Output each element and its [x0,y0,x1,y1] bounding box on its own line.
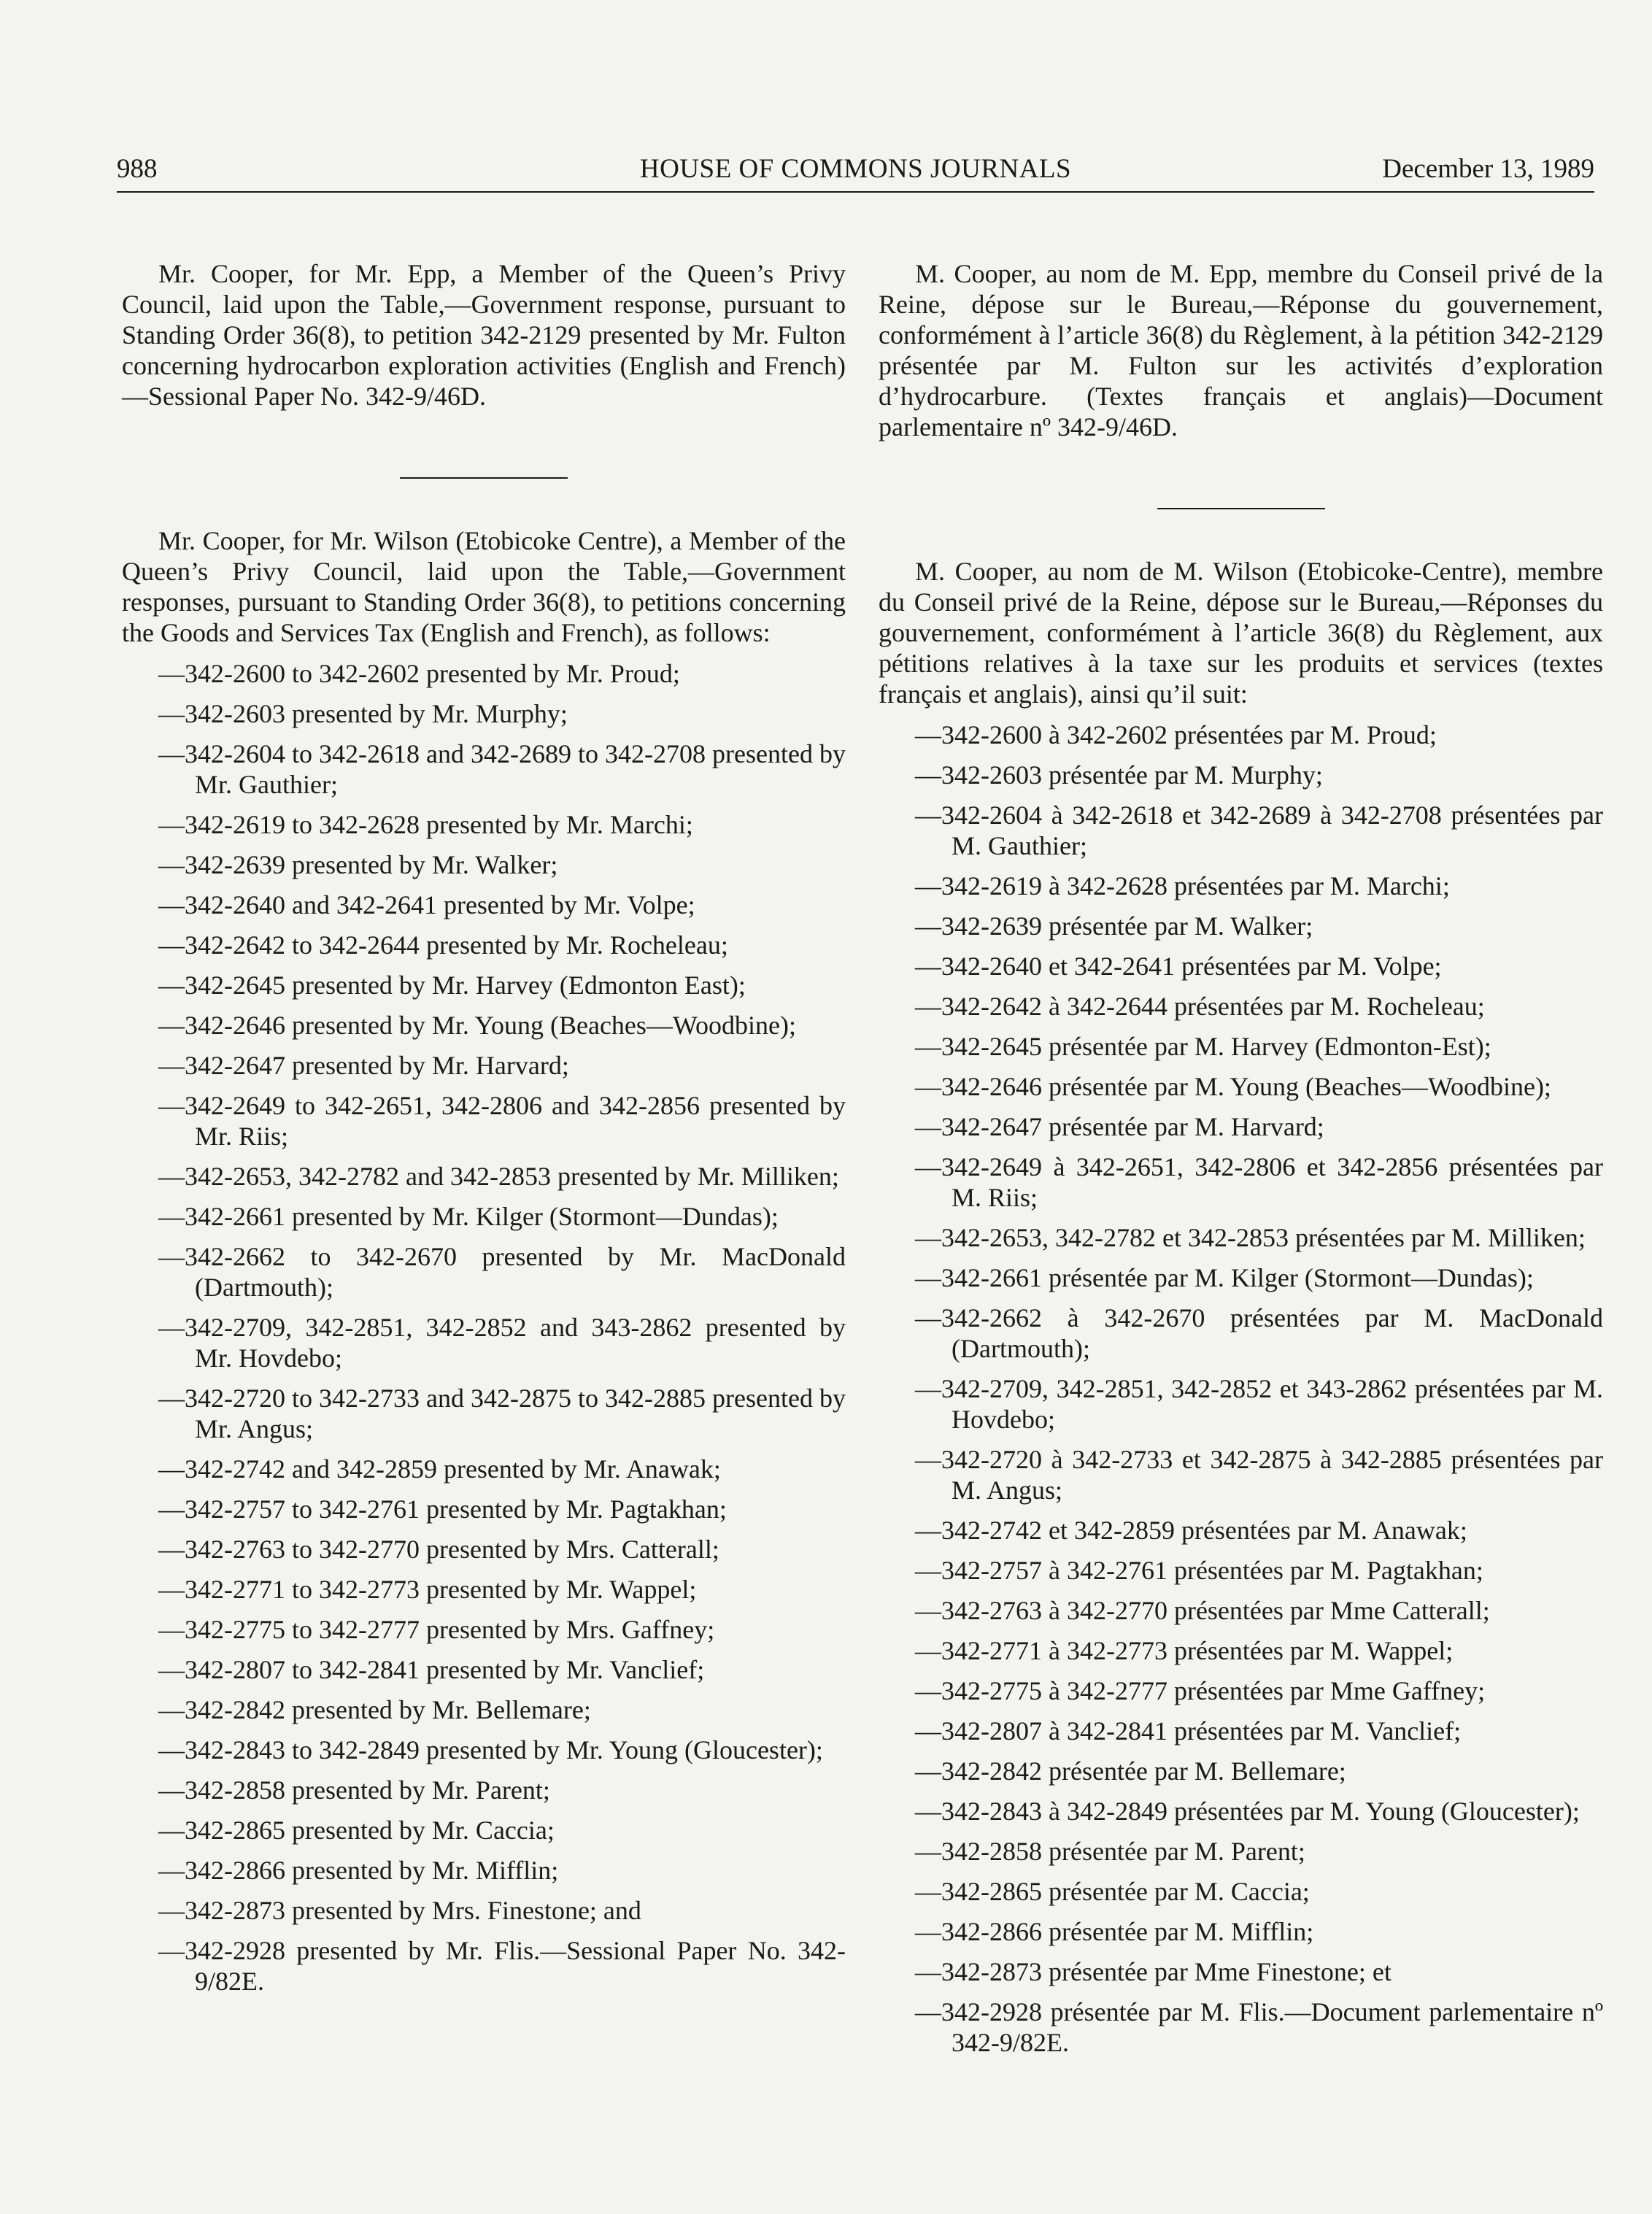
petition-item: —342-2720 to 342-2733 and 342-2875 to 342-2885 presented by Mr. Angus; [158,1384,846,1443]
petition-item: —342-2600 to 342-2602 presented by Mr. Proud; [158,659,680,688]
petition-item: —342-2662 à 342-2670 présentées par M. MacDonald (Dartmouth); [915,1303,1603,1363]
petition-item: —342-2640 et 342-2641 présentées par M. Volpe; [915,952,1442,981]
petition-item: —342-2600 à 342-2602 présentées par M. Proud; [915,720,1437,749]
petition-item: —342-2653, 342-2782 et 342-2853 présentées par M. Milliken; [915,1223,1586,1252]
petition-item: —342-2604 à 342-2618 et 342-2689 à 342-2708 présentées par M. Gauthier; [915,801,1603,860]
petition-item: —342-2647 présentée par M. Harvard; [915,1112,1324,1141]
petition-item: —342-2639 présentée par M. Walker; [915,911,1313,941]
page-number: 988 [117,154,158,184]
section-separator [400,477,568,479]
petition-item: —342-2873 présentée par Mme Finestone; et [915,1957,1392,1986]
petition-item: —342-2709, 342-2851, 342-2852 et 343-2862 présentées par M. Hovdebo; [915,1374,1603,1434]
petition-item: —342-2763 to 342-2770 presented by Mrs. Catterall; [158,1535,719,1564]
petition-item: —342-2661 présentée par M. Kilger (Stormont—Dundas); [915,1263,1534,1292]
petition-item: —342-2866 présentée par M. Mifflin; [915,1917,1314,1946]
petition-item: —342-2771 to 342-2773 presented by Mr. Wappel; [158,1575,697,1604]
petition-item: —342-2757 à 342-2761 présentées par M. Pagtakhan; [915,1556,1483,1585]
petition-item: —342-2653, 342-2782 and 342-2853 presented by Mr. Milliken; [158,1162,839,1191]
petition-item: —342-2661 presented by Mr. Kilger (Stormont—Dundas); [158,1202,779,1231]
petition-item: —342-2645 présentée par M. Harvey (Edmonton-Est); [915,1032,1491,1061]
petition-item: —342-2647 presented by Mr. Harvard; [158,1051,569,1080]
petition-item: —342-2709, 342-2851, 342-2852 and 343-2862 presented by Mr. Hovdebo; [158,1313,846,1373]
section-separator [1157,508,1325,509]
petition-item: —342-2603 presented by Mr. Murphy; [158,699,568,728]
french-paragraph-wilson-responses: M. Cooper, au nom de M. Wilson (Etobicoke-Centre), membre du Conseil privé de la Reine, dépose sur le Bureau,—Réponses du gouvernement, conformément à l’article 36(8) du Règlement, aux pétitions relatives à la taxe sur les produits et services (textes français et anglais), ainsi qu’il suit: [879,557,1603,709]
petition-item: —342-2603 présentée par M. Murphy; [915,760,1323,790]
petition-item: —342-2742 and 342-2859 presented by Mr. Anawak; [158,1454,721,1484]
petition-item: —342-2843 to 342-2849 presented by Mr. Young (Gloucester); [158,1735,823,1764]
petition-item: —342-2642 to 342-2644 presented by Mr. Rocheleau; [158,930,728,960]
petition-item: —342-2646 presented by Mr. Young (Beaches—Woodbine); [158,1011,796,1040]
petition-item: —342-2649 à 342-2651, 342-2806 et 342-2856 présentées par M. Riis; [915,1152,1603,1212]
petition-item: —342-2640 and 342-2641 presented by Mr. Volpe; [158,890,695,919]
petition-item: —342-2928 presented by Mr. Flis.—Sessional Paper No. 342-9/82E. [158,1936,846,1996]
petition-item: —342-2775 to 342-2777 presented by Mrs. Gaffney; [158,1615,715,1644]
petition-item: —342-2807 à 342-2841 présentées par M. Vanclief; [915,1716,1462,1746]
petition-item: —342-2866 presented by Mr. Mifflin; [158,1856,559,1885]
petition-item: —342-2742 et 342-2859 présentées par M. Anawak; [915,1516,1467,1545]
petition-item: —342-2757 to 342-2761 presented by Mr. Pagtakhan; [158,1494,727,1524]
english-petition-list [122,658,846,1997]
petition-item: —342-2649 to 342-2651, 342-2806 and 342-2856 presented by Mr. Riis; [158,1091,846,1151]
english-column [122,258,846,1997]
french-petition-list [879,720,1603,2058]
petition-item: —342-2763 à 342-2770 présentées par Mme Catterall; [915,1596,1490,1625]
petition-item: —342-2639 presented by Mr. Walker; [158,850,558,879]
petition-item: —342-2642 à 342-2644 présentées par M. Rocheleau; [915,992,1485,1021]
french-paragraph-epp-response: M. Cooper, au nom de M. Epp, membre du Conseil privé de la Reine, dépose sur le Bureau,—Réponse du gouvernement, conformément à l’article 36(8) du Règlement, à la pétition 342-2129 présentée par M. Fulton sur les activités d’exploration d’hydrocarbure. (Textes français et anglais)—Document parlementaire nº 342-9/46D. [879,259,1603,441]
petition-item: —342-2619 to 342-2628 presented by Mr. Marchi; [158,810,693,839]
petition-item: —342-2720 à 342-2733 et 342-2875 à 342-2885 présentées par M. Angus; [915,1445,1603,1505]
petition-item: —342-2645 presented by Mr. Harvey (Edmonton East); [158,971,746,1000]
petition-item: —342-2662 to 342-2670 presented by Mr. MacDonald (Dartmouth); [158,1242,846,1302]
petition-item: —342-2858 presented by Mr. Parent; [158,1775,550,1805]
petition-item: —342-2928 présentée par M. Flis.—Document parlementaire nº 342-9/82E. [915,1997,1603,2057]
petition-item: —342-2843 à 342-2849 présentées par M. Young (Gloucester); [915,1797,1580,1826]
petition-item: —342-2807 to 342-2841 presented by Mr. Vanclief; [158,1655,705,1684]
petition-item: —342-2858 présentée par M. Parent; [915,1837,1305,1866]
petition-item: —342-2646 présentée par M. Young (Beaches—Woodbine); [915,1072,1551,1101]
french-column [879,258,1603,2058]
page-date: December 13, 1989 [1382,154,1594,184]
petition-item: —342-2873 presented by Mrs. Finestone; and [158,1896,641,1925]
petition-item: —342-2775 à 342-2777 présentées par Mme Gaffney; [915,1676,1486,1705]
header-rule [117,191,1594,193]
english-paragraph-wilson-responses: Mr. Cooper, for Mr. Wilson (Etobicoke Centre), a Member of the Queen’s Privy Council, laid upon the Table,—Government responses, pursuant to Standing Order 36(8), to petitions concerning the Goods and Services Tax (English and French), as follows: [122,526,846,647]
petition-item: —342-2865 presented by Mr. Caccia; [158,1816,555,1845]
petition-item: —342-2865 présentée par M. Caccia; [915,1877,1310,1906]
petition-item: —342-2842 presented by Mr. Bellemare; [158,1695,591,1724]
petition-item: —342-2604 to 342-2618 and 342-2689 to 342-2708 presented by Mr. Gauthier; [158,739,846,799]
english-paragraph-epp-response: Mr. Cooper, for Mr. Epp, a Member of the Queen’s Privy Council, laid upon the Table,—Government response, pursuant to Standing Order 36(8), to petition 342-2129 presented by Mr. Fulton concerning hydrocarbon exploration activities (English and French)—Sessional Paper No. 342-9/46D. [122,259,846,411]
petition-item: —342-2771 à 342-2773 présentées par M. Wappel; [915,1636,1454,1665]
journal-title: HOUSE OF COMMONS JOURNALS [639,154,1072,184]
page-header [117,153,1594,194]
petition-item: —342-2842 présentée par M. Bellemare; [915,1756,1346,1786]
petition-item: —342-2619 à 342-2628 présentées par M. Marchi; [915,871,1450,900]
